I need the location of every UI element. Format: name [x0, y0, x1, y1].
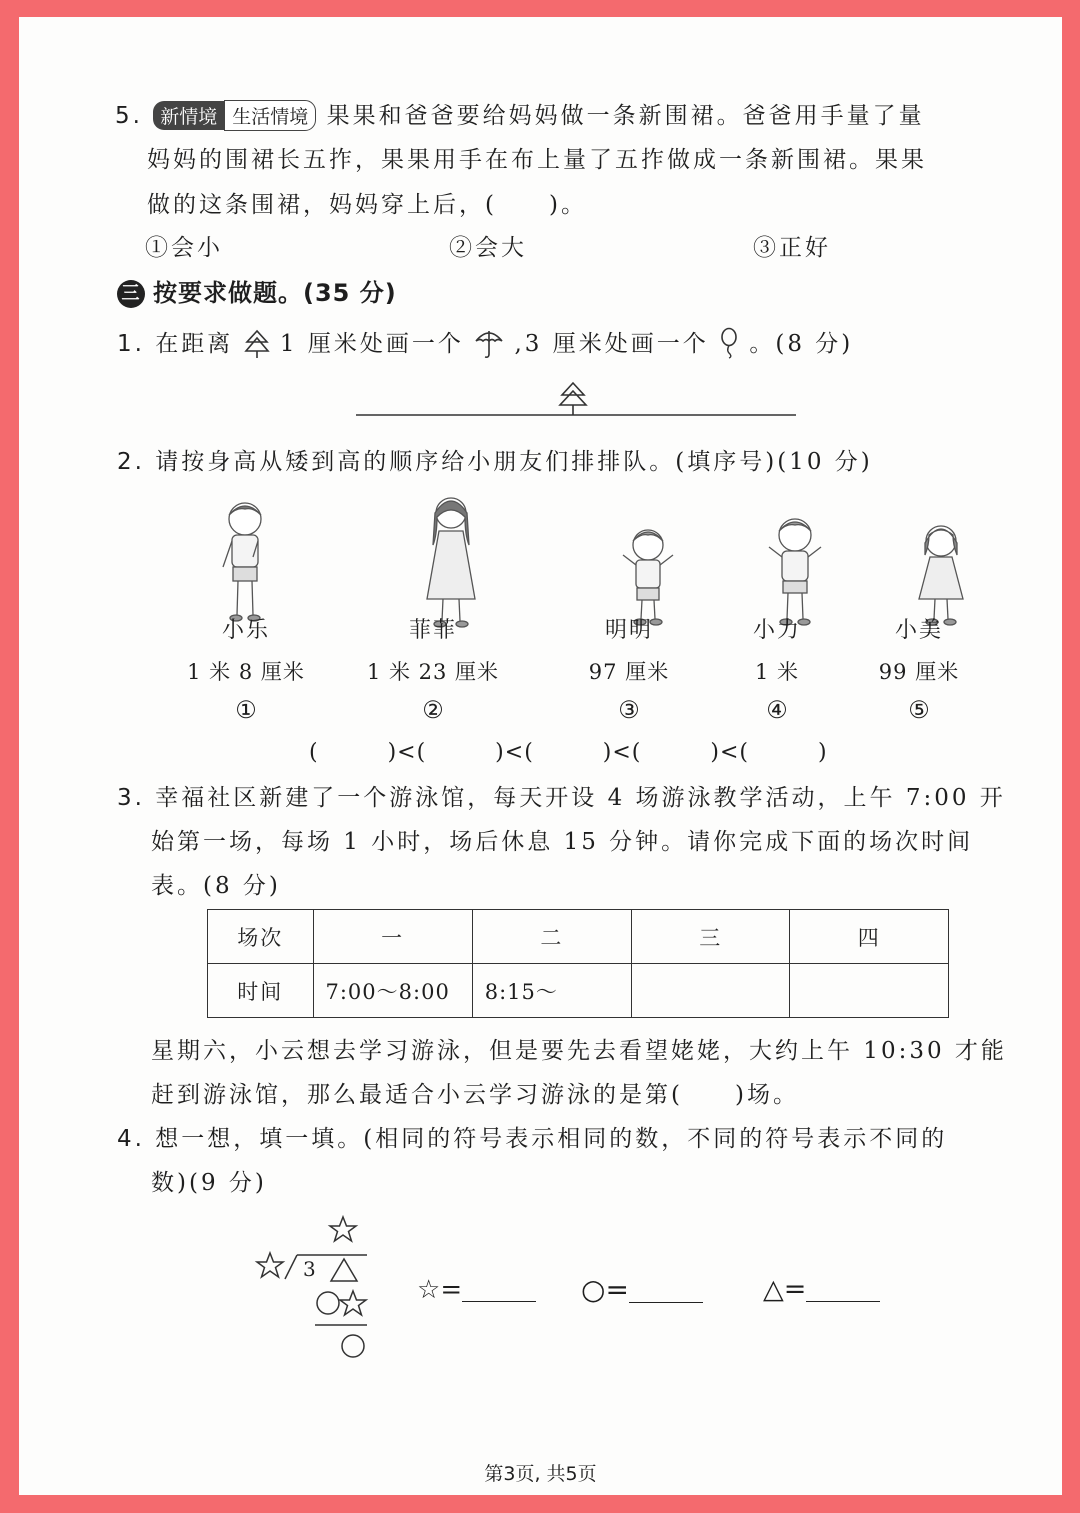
q5-option-3: ③正好 — [753, 235, 831, 261]
q3-follow-1: 星期六，小云想去学习游泳，但是要先去看望姥姥，大约上午 10:30 才能 — [151, 1038, 1007, 1064]
tag-life-context: 生活情境 — [224, 100, 316, 131]
q1-number: 1. — [117, 331, 145, 357]
q3-text-1: 幸福社区新建了一个游泳馆，每天开设 4 场游泳教学活动，上午 7:00 开 — [155, 785, 1006, 811]
q1-text-c: ,3 厘米处画一个 — [514, 331, 709, 357]
q5-text-1: 果果和爸爸要给妈妈做一条新围裙。爸爸用手量了量 — [326, 103, 925, 129]
star-icon: ☆ — [417, 1275, 441, 1305]
table-cell-empty[interactable] — [631, 964, 790, 1018]
answer-triangle[interactable] — [763, 1274, 880, 1305]
kid-xiaomei-figure — [919, 526, 963, 625]
kid-name: 小乐 — [221, 618, 270, 643]
kid-feifei-figure — [427, 498, 475, 627]
kid-mingming-figure — [623, 530, 673, 625]
equals-sign: = — [605, 1273, 629, 1306]
order-answer-line[interactable]: ( )<( )<( )<( )<( ) — [309, 740, 828, 765]
equals-sign: = — [440, 1275, 463, 1305]
star-answer-blank[interactable] — [462, 1301, 536, 1302]
kid-name: 菲菲 — [408, 618, 457, 643]
balloon-icon — [719, 327, 739, 359]
q1-text-d: 。(8 分) — [749, 331, 854, 357]
circle-icon: ○ — [581, 1273, 606, 1306]
circle-icon — [317, 1292, 339, 1314]
q5-line1 — [115, 97, 925, 131]
section-number-icon: 三 — [117, 280, 145, 308]
table-cell-empty[interactable] — [790, 964, 949, 1018]
umbrella-icon — [474, 327, 504, 359]
kid-name: 明明 — [604, 618, 653, 643]
worksheet-page — [19, 17, 1062, 1495]
kid-height: 99 厘米 — [878, 660, 960, 684]
kid-card-3 — [549, 613, 709, 724]
kid-index: ③ — [618, 696, 640, 724]
page-footer: 第3页, 共5页 — [484, 1463, 597, 1485]
table-row — [208, 964, 949, 1018]
q1-text-b: 1 厘米处画一个 — [279, 331, 464, 357]
kid-height: 1 米 23 厘米 — [366, 660, 500, 684]
table-cell: 7:00～8:00 — [313, 964, 472, 1018]
table-header-cell: 三 — [631, 910, 790, 964]
q5-option-2: ②会大 — [449, 235, 527, 261]
kid-height: 97 厘米 — [588, 660, 670, 684]
table-cell: 时间 — [208, 964, 314, 1018]
q4-text-1: 想一想，填一填。(相同的符号表示相同的数，不同的符号表示不同的 — [155, 1126, 948, 1152]
schedule-table — [207, 909, 949, 1018]
kid-index: ④ — [766, 696, 788, 724]
q3-text-3: 表。(8 分) — [151, 873, 281, 899]
kid-xiaoli-figure — [769, 519, 821, 625]
kid-card-2 — [353, 613, 513, 724]
tree-icon — [244, 329, 270, 359]
table-header-cell: 二 — [472, 910, 631, 964]
dividend-digit: 3 — [303, 1257, 316, 1281]
section-heading — [117, 273, 397, 308]
q5-option-1: ①会小 — [145, 235, 223, 261]
q1-text-a: 在距离 — [155, 331, 234, 357]
q3-follow-2: 赶到游泳馆，那么最适合小云学习游泳的是第( )场。 — [151, 1082, 799, 1108]
table-row — [208, 910, 949, 964]
kid-card-4 — [697, 613, 857, 724]
kid-index: ⑤ — [908, 696, 930, 724]
q1-line — [117, 325, 853, 359]
q5-text-2: 妈妈的围裙长五拃，果果用手在布上量了五拃做成一条新围裙。果果 — [147, 147, 927, 173]
q3-number: 3. — [117, 785, 145, 811]
kid-card-1 — [166, 613, 326, 724]
section-title: 按要求做题。(35 分) — [153, 279, 397, 307]
equals-sign: = — [783, 1274, 807, 1305]
q5-text-3: 做的这条围裙，妈妈穿上后，( )。 — [147, 192, 587, 218]
triangle-icon: △ — [763, 1274, 784, 1305]
triangle-icon — [331, 1259, 357, 1281]
triangle-answer-blank[interactable] — [806, 1301, 880, 1302]
kid-name: 小力 — [752, 618, 801, 643]
kid-height: 1 米 — [754, 660, 800, 684]
q5-number: 5. — [115, 103, 143, 129]
q4-number: 4. — [117, 1126, 145, 1152]
kid-index: ② — [422, 696, 444, 724]
answer-circle[interactable] — [581, 1273, 703, 1306]
kid-xiaole-figure — [223, 503, 261, 621]
kid-height: 1 米 8 厘米 — [187, 660, 305, 684]
q4-text-2: 数)(9 分) — [151, 1170, 267, 1196]
star-icon — [340, 1291, 366, 1315]
table-cell[interactable]: 8:15～ — [472, 964, 631, 1018]
q2-text: 请按身高从矮到高的顺序给小朋友们排排队。(填序号)(10 分) — [155, 449, 873, 475]
q3-line1 — [117, 779, 1006, 812]
q4-line1 — [117, 1120, 947, 1153]
kid-card-5 — [839, 613, 999, 724]
tree-icon — [560, 383, 586, 415]
tag-new-context: 新情境 — [153, 101, 224, 130]
star-icon — [330, 1217, 356, 1241]
q3-text-2: 始第一场，每场 1 小时，场后休息 15 分钟。请你完成下面的场次时间 — [151, 829, 974, 855]
table-header-cell: 场次 — [208, 910, 314, 964]
kid-index: ① — [235, 696, 257, 724]
table-header-cell: 四 — [790, 910, 949, 964]
answer-star[interactable] — [417, 1275, 536, 1305]
q2-line — [117, 443, 873, 476]
star-icon — [257, 1253, 283, 1277]
q2-number: 2. — [117, 449, 145, 475]
circle-icon — [342, 1335, 364, 1357]
drawing-line — [354, 377, 799, 419]
circle-answer-blank[interactable] — [629, 1302, 703, 1303]
division-puzzle — [249, 1213, 389, 1363]
table-header-cell: 一 — [313, 910, 472, 964]
kid-name: 小美 — [894, 618, 943, 643]
